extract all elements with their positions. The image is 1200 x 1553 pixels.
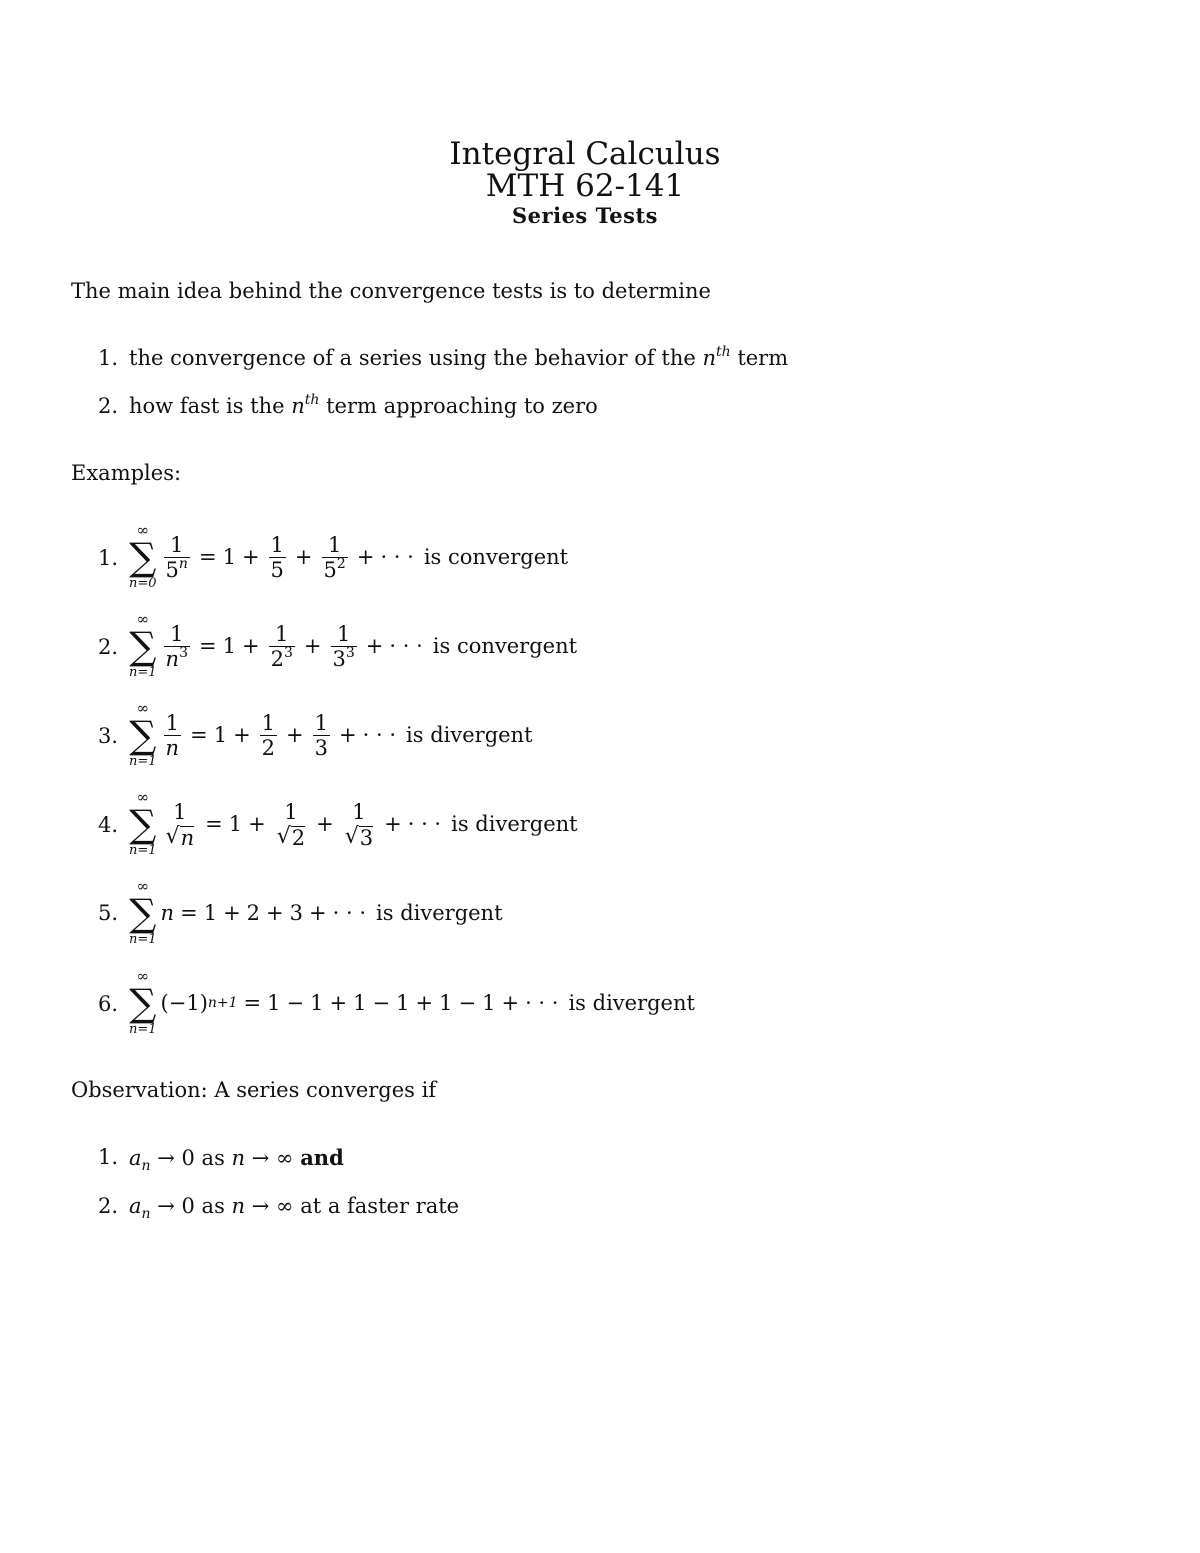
- fraction: $\frac{1}{n^3}$: [165, 621, 188, 671]
- sum-lower-limit: n=1: [129, 665, 157, 680]
- obs-2-sub: n: [141, 1206, 151, 1222]
- example-number: 4.: [98, 813, 119, 837]
- example-2-formula: ∞ ∑ n=1 $\frac{1}{n^3}$ = 1 + $\frac{1}{2^3}$ + $\frac{1}{3^3}$ + · · · is convergent: [129, 610, 578, 680]
- fraction: $\frac{1}{5^n}$: [165, 532, 188, 582]
- intro-item-2-before: how fast is the: [129, 394, 292, 418]
- fraction: $\frac{1}{3}$: [314, 710, 329, 760]
- intro-item-2: [129, 394, 598, 418]
- example-number: 5.: [98, 901, 119, 925]
- course-code: MTH 62-141: [485, 168, 685, 204]
- example-6-result: is divergent: [568, 991, 695, 1015]
- fraction: 1 √ n: [165, 799, 195, 850]
- obs-1-tail: and: [300, 1145, 344, 1170]
- intro-item-1-var: n: [702, 346, 716, 370]
- summation-symbol: ∞ ∑ n=0: [129, 521, 157, 591]
- examples-label: Examples:: [71, 461, 182, 485]
- fraction: 1 √ 2: [276, 799, 306, 850]
- example-5-result: is divergent: [376, 901, 503, 925]
- sum-lower-limit: n=1: [129, 754, 157, 769]
- obs-1-var2: n: [231, 1146, 246, 1170]
- summation-symbol: ∞ ∑ n=1: [129, 788, 157, 858]
- example-4-formula: ∞ ∑ n=1 1 √ n = 1 + 1 √ 2 + 1 √ 3 + · · · is divergent: [129, 788, 578, 858]
- obs-2-var: a: [129, 1194, 142, 1218]
- observation-item-1: [129, 1145, 344, 1174]
- fraction: $\frac{1}{5^2}$: [323, 532, 346, 582]
- summation-symbol: ∞ ∑ n=1: [129, 877, 157, 947]
- example-1-formula: ∞ ∑ n=0 $\frac{1}{5^n}$ = 1 + $\frac{1}{5}$ + $\frac{1}{5^2}$ + · · · is convergent: [129, 521, 569, 591]
- obs-1-mid: → 0 as: [157, 1146, 232, 1170]
- example-5-formula: ∞ ∑ n=1 n = 1 + 2 + 3 + · · · is divergent: [129, 877, 503, 947]
- intro-item-1-sup: th: [715, 344, 731, 360]
- observation-text: Observation: A series converges if: [71, 1078, 437, 1102]
- example-3-result: is divergent: [406, 723, 533, 747]
- obs-2-tail: at a faster rate: [300, 1194, 460, 1218]
- example-number: 2.: [98, 635, 119, 659]
- intro-item-2-var: n: [291, 394, 305, 418]
- example-2-result: is convergent: [432, 634, 578, 658]
- intro-item-1-before: the convergence of a series using the behavior of the: [129, 346, 703, 370]
- sum-lower-limit: n=0: [129, 576, 157, 591]
- summation-symbol: ∞ ∑ n=1: [129, 967, 157, 1037]
- observation-item-number: 2.: [98, 1194, 119, 1218]
- sum-lower-limit: n=1: [129, 843, 157, 858]
- intro-item-2-sup: th: [304, 392, 320, 408]
- example-number: 6.: [98, 992, 119, 1016]
- fraction: $\frac{1}{n}$: [165, 710, 180, 760]
- sum-upper-limit: ∞: [136, 610, 150, 628]
- fraction: $\frac{1}{5}$: [270, 532, 284, 582]
- sum-upper-limit: ∞: [136, 877, 150, 895]
- intro-item-1: [129, 346, 788, 370]
- observation-item-number: 1.: [98, 1145, 119, 1169]
- sum-upper-limit: ∞: [136, 521, 150, 539]
- fraction: $\frac{1}{3^3}$: [332, 621, 355, 671]
- intro-item-1-after: term: [730, 346, 789, 370]
- intro-item-number: 1.: [98, 346, 119, 370]
- obs-1-var: a: [129, 1146, 142, 1170]
- page-title: Integral Calculus: [449, 136, 721, 172]
- obs-1-arrow: → ∞: [245, 1146, 301, 1170]
- obs-2-mid: → 0 as: [157, 1194, 232, 1218]
- sum-lower-limit: n=1: [129, 1022, 157, 1037]
- obs-2-arrow: → ∞: [245, 1194, 301, 1218]
- sum-lower-limit: n=1: [129, 932, 157, 947]
- intro-item-2-after: term approaching to zero: [319, 394, 598, 418]
- summation-symbol: ∞ ∑ n=1: [129, 699, 157, 769]
- intro-item-number: 2.: [98, 394, 119, 418]
- example-6-formula: ∞ ∑ n=1 (−1) n+1 = 1 − 1 + 1 − 1 + 1 − 1 + · · · is divergent: [129, 967, 695, 1037]
- observation-item-2: [129, 1194, 460, 1222]
- page-subtitle: Series Tests: [512, 203, 658, 228]
- fraction: $\frac{1}{2^3}$: [270, 621, 293, 671]
- obs-1-sub: n: [141, 1158, 151, 1174]
- fraction: 1 √ 3: [344, 799, 374, 850]
- obs-2-var2: n: [231, 1194, 246, 1218]
- sum-upper-limit: ∞: [136, 967, 150, 985]
- example-3-formula: ∞ ∑ n=1 $\frac{1}{n}$ = 1 + $\frac{1}{2}$ + $\frac{1}{3}$ + · · · is divergent: [129, 699, 533, 769]
- sum-upper-limit: ∞: [136, 699, 150, 717]
- summation-symbol: ∞ ∑ n=1: [129, 610, 157, 680]
- sum-upper-limit: ∞: [136, 788, 150, 806]
- intro-text: The main idea behind the convergence tests is to determine: [71, 279, 711, 303]
- example-4-result: is divergent: [451, 812, 578, 836]
- example-number: 1.: [98, 546, 119, 570]
- example-1-result: is convergent: [423, 545, 569, 569]
- example-number: 3.: [98, 724, 119, 748]
- fraction: $\frac{1}{2}$: [261, 710, 276, 760]
